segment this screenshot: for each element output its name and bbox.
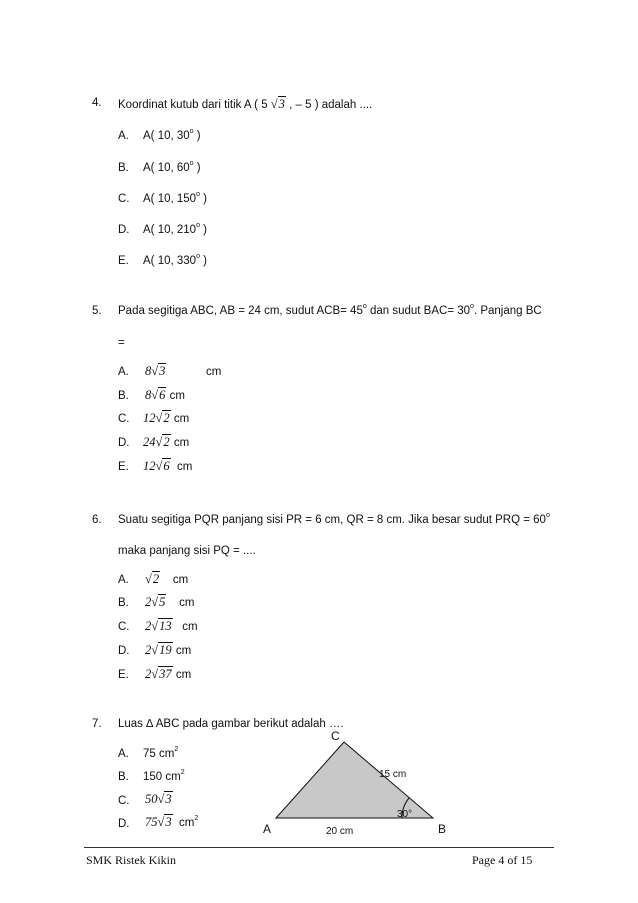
- coefficient: 8: [145, 388, 152, 402]
- unit: cm: [173, 437, 190, 449]
- q4-option-d-letter: D.: [118, 224, 130, 236]
- radicand: 3: [278, 97, 285, 111]
- q5-option-e-value: [143, 459, 192, 474]
- q6-option-e-value: [145, 667, 191, 682]
- coefficient: 2: [145, 595, 152, 609]
- question-4-text-pre: Koordinat kutub dari titik A ( 5: [118, 99, 268, 111]
- triangle-figure: [255, 725, 455, 840]
- q6-option-d-letter: D.: [118, 645, 130, 657]
- sqrt-expression: √3: [157, 792, 172, 806]
- q5-option-a-value: [145, 364, 166, 379]
- q7-option-d-value: [145, 815, 198, 830]
- q5-option-c-letter: C.: [118, 413, 130, 425]
- sqrt-expression: √3: [270, 97, 285, 111]
- sqrt-expression: √13: [151, 619, 172, 633]
- question-5-number: 5.: [92, 305, 102, 317]
- unit: cm: [177, 461, 193, 473]
- q6-option-b-letter: B.: [118, 597, 129, 609]
- radicand: 6: [159, 388, 166, 402]
- q6-option-c-value: [145, 619, 198, 634]
- question-5-part-c: . Panjang BC: [473, 305, 542, 317]
- option-main: A( 10, 150: [143, 193, 197, 205]
- q4-option-e: [143, 255, 207, 267]
- coefficient: 2: [145, 667, 152, 681]
- degree-sign: o: [362, 303, 367, 310]
- unit: cm: [182, 621, 198, 633]
- option-close: ): [193, 130, 201, 142]
- q4-option-b: [143, 162, 201, 174]
- sqrt-expression: √3: [157, 815, 172, 829]
- q6-option-b-value: [145, 595, 195, 610]
- q4-option-a-letter: A.: [118, 130, 129, 142]
- footer-school-name: SMK Ristek Kikin: [86, 853, 177, 867]
- question-5-line2: =: [118, 337, 125, 349]
- q7-option-d-letter: D.: [118, 818, 130, 830]
- option-main: A( 10, 30: [143, 130, 190, 142]
- footer-divider: [84, 847, 554, 848]
- radicand: 2: [163, 435, 170, 449]
- q4-option-d: [143, 224, 207, 236]
- question-4-text: [118, 97, 372, 112]
- sqrt-expression: √19: [151, 643, 172, 657]
- question-4-text-post: , – 5 ) adalah ....: [289, 99, 373, 111]
- question-7-number: 7.: [92, 718, 102, 730]
- option-main: A( 10, 330: [143, 255, 197, 267]
- coefficient: 2: [145, 643, 152, 657]
- vertex-label-a: A: [263, 822, 272, 836]
- q7-option-b: [143, 771, 185, 783]
- vertex-label-b: B: [438, 822, 447, 836]
- question-5-part-b: dan sudut BAC= 30: [366, 305, 471, 317]
- unit: cm: [172, 574, 189, 586]
- q7-option-b-letter: B.: [118, 771, 129, 783]
- q5-option-d-letter: D.: [118, 437, 130, 449]
- sqrt-expression: √6: [151, 388, 166, 402]
- degree-sign: o: [189, 128, 194, 135]
- radicand: 19: [159, 643, 172, 657]
- degree-sign: o: [196, 191, 200, 198]
- option-close: ): [199, 224, 208, 236]
- q6-option-a-value: [145, 572, 188, 587]
- superscript: 2: [194, 815, 199, 822]
- radicand: 37: [159, 667, 172, 681]
- side-ab-label: 20 cm: [326, 826, 354, 837]
- q7-option-c-letter: C.: [118, 795, 130, 807]
- coefficient: 8: [145, 364, 152, 378]
- degree-sign: o: [196, 222, 200, 229]
- coefficient: 24: [143, 435, 156, 449]
- radicand: 3: [165, 815, 172, 829]
- q5-option-c-value: [143, 411, 189, 426]
- question-4-number: 4.: [92, 97, 102, 109]
- q5-option-d-value: [143, 435, 189, 450]
- q4-option-a: [143, 130, 201, 142]
- radicand: 13: [159, 619, 172, 633]
- unit: cm: [169, 390, 185, 402]
- q4-option-c-letter: C.: [118, 193, 130, 205]
- footer-page-number: Page 4 of 15: [472, 853, 533, 867]
- q5-option-a-letter: A.: [118, 366, 129, 378]
- q5-option-b-letter: B.: [118, 390, 129, 402]
- q6-option-c-letter: C.: [118, 621, 130, 633]
- q7-option-c-value: [145, 792, 173, 807]
- q6-option-d-value: [145, 643, 191, 658]
- q4-option-b-letter: B.: [118, 162, 129, 174]
- triangle-abc: [276, 742, 433, 818]
- coefficient: 50: [145, 792, 158, 806]
- degree-sign: o: [470, 303, 474, 310]
- option-main: A( 10, 60: [143, 162, 190, 174]
- unit: cm: [175, 645, 192, 657]
- coefficient: 12: [143, 459, 156, 473]
- question-7-text: Luas ∆ ABC pada gambar berikut adalah ….: [118, 718, 344, 730]
- radicand: 5: [159, 595, 166, 609]
- q6-option-a-letter: A.: [118, 574, 129, 586]
- option-main: 150 cm: [143, 771, 181, 783]
- q4-option-e-letter: E.: [118, 255, 129, 267]
- question-5-part-a: Pada segitiga ABC, AB = 24 cm, sudut ACB= 45: [118, 305, 363, 317]
- coefficient: 12: [143, 411, 156, 425]
- q6-option-e-letter: E.: [118, 669, 129, 681]
- degree-sign: o: [545, 512, 550, 519]
- radicand: 2: [152, 572, 160, 586]
- q7-option-a: [143, 748, 178, 760]
- coefficient: 75: [145, 815, 158, 829]
- superscript: 2: [180, 769, 185, 776]
- unit: cm: [179, 817, 195, 829]
- question-6-number: 6.: [92, 514, 102, 526]
- question-5-text: [118, 305, 542, 317]
- superscript: 2: [174, 746, 179, 753]
- q4-option-c: [143, 193, 207, 205]
- radicand: 3: [159, 364, 166, 378]
- q5-option-a-unit: cm: [206, 366, 222, 378]
- radicand: 2: [163, 411, 170, 425]
- question-6-body: Suatu segitiga PQR panjang sisi PR = 6 cm, QR = 8 cm. Jika besar sudut PRQ = 60: [118, 514, 546, 526]
- degree-sign: o: [196, 253, 200, 260]
- q7-option-a-letter: A.: [118, 748, 129, 760]
- sqrt-expression: √5: [151, 595, 166, 609]
- radicand: 3: [165, 792, 172, 806]
- sqrt-expression: √2: [155, 435, 170, 449]
- option-main: 75 cm: [143, 748, 175, 760]
- side-bc-label: 15 cm: [379, 769, 407, 780]
- unit: cm: [173, 413, 190, 425]
- angle-b-label: 30°: [397, 809, 413, 820]
- unit: cm: [179, 597, 195, 609]
- q5-option-e-letter: E.: [118, 461, 129, 473]
- option-close: ): [193, 162, 201, 174]
- unit: cm: [175, 669, 192, 681]
- option-main: A( 10, 210: [143, 224, 197, 236]
- option-close: ): [199, 193, 208, 205]
- sqrt-expression: √3: [151, 364, 166, 378]
- q5-option-b-value: [145, 388, 185, 403]
- option-close: ): [199, 255, 208, 267]
- sqrt-expression: √6: [155, 459, 170, 473]
- sqrt-expression: √2: [155, 411, 170, 425]
- vertex-label-c: C: [331, 729, 340, 743]
- degree-sign: o: [189, 160, 194, 167]
- question-6-text: [118, 514, 550, 526]
- sqrt-expression: √37: [151, 667, 172, 681]
- coefficient: 2: [145, 619, 152, 633]
- radicand: 6: [163, 459, 170, 473]
- question-6-line2: maka panjang sisi PQ = ....: [118, 545, 256, 557]
- sqrt-expression: √2: [145, 572, 160, 586]
